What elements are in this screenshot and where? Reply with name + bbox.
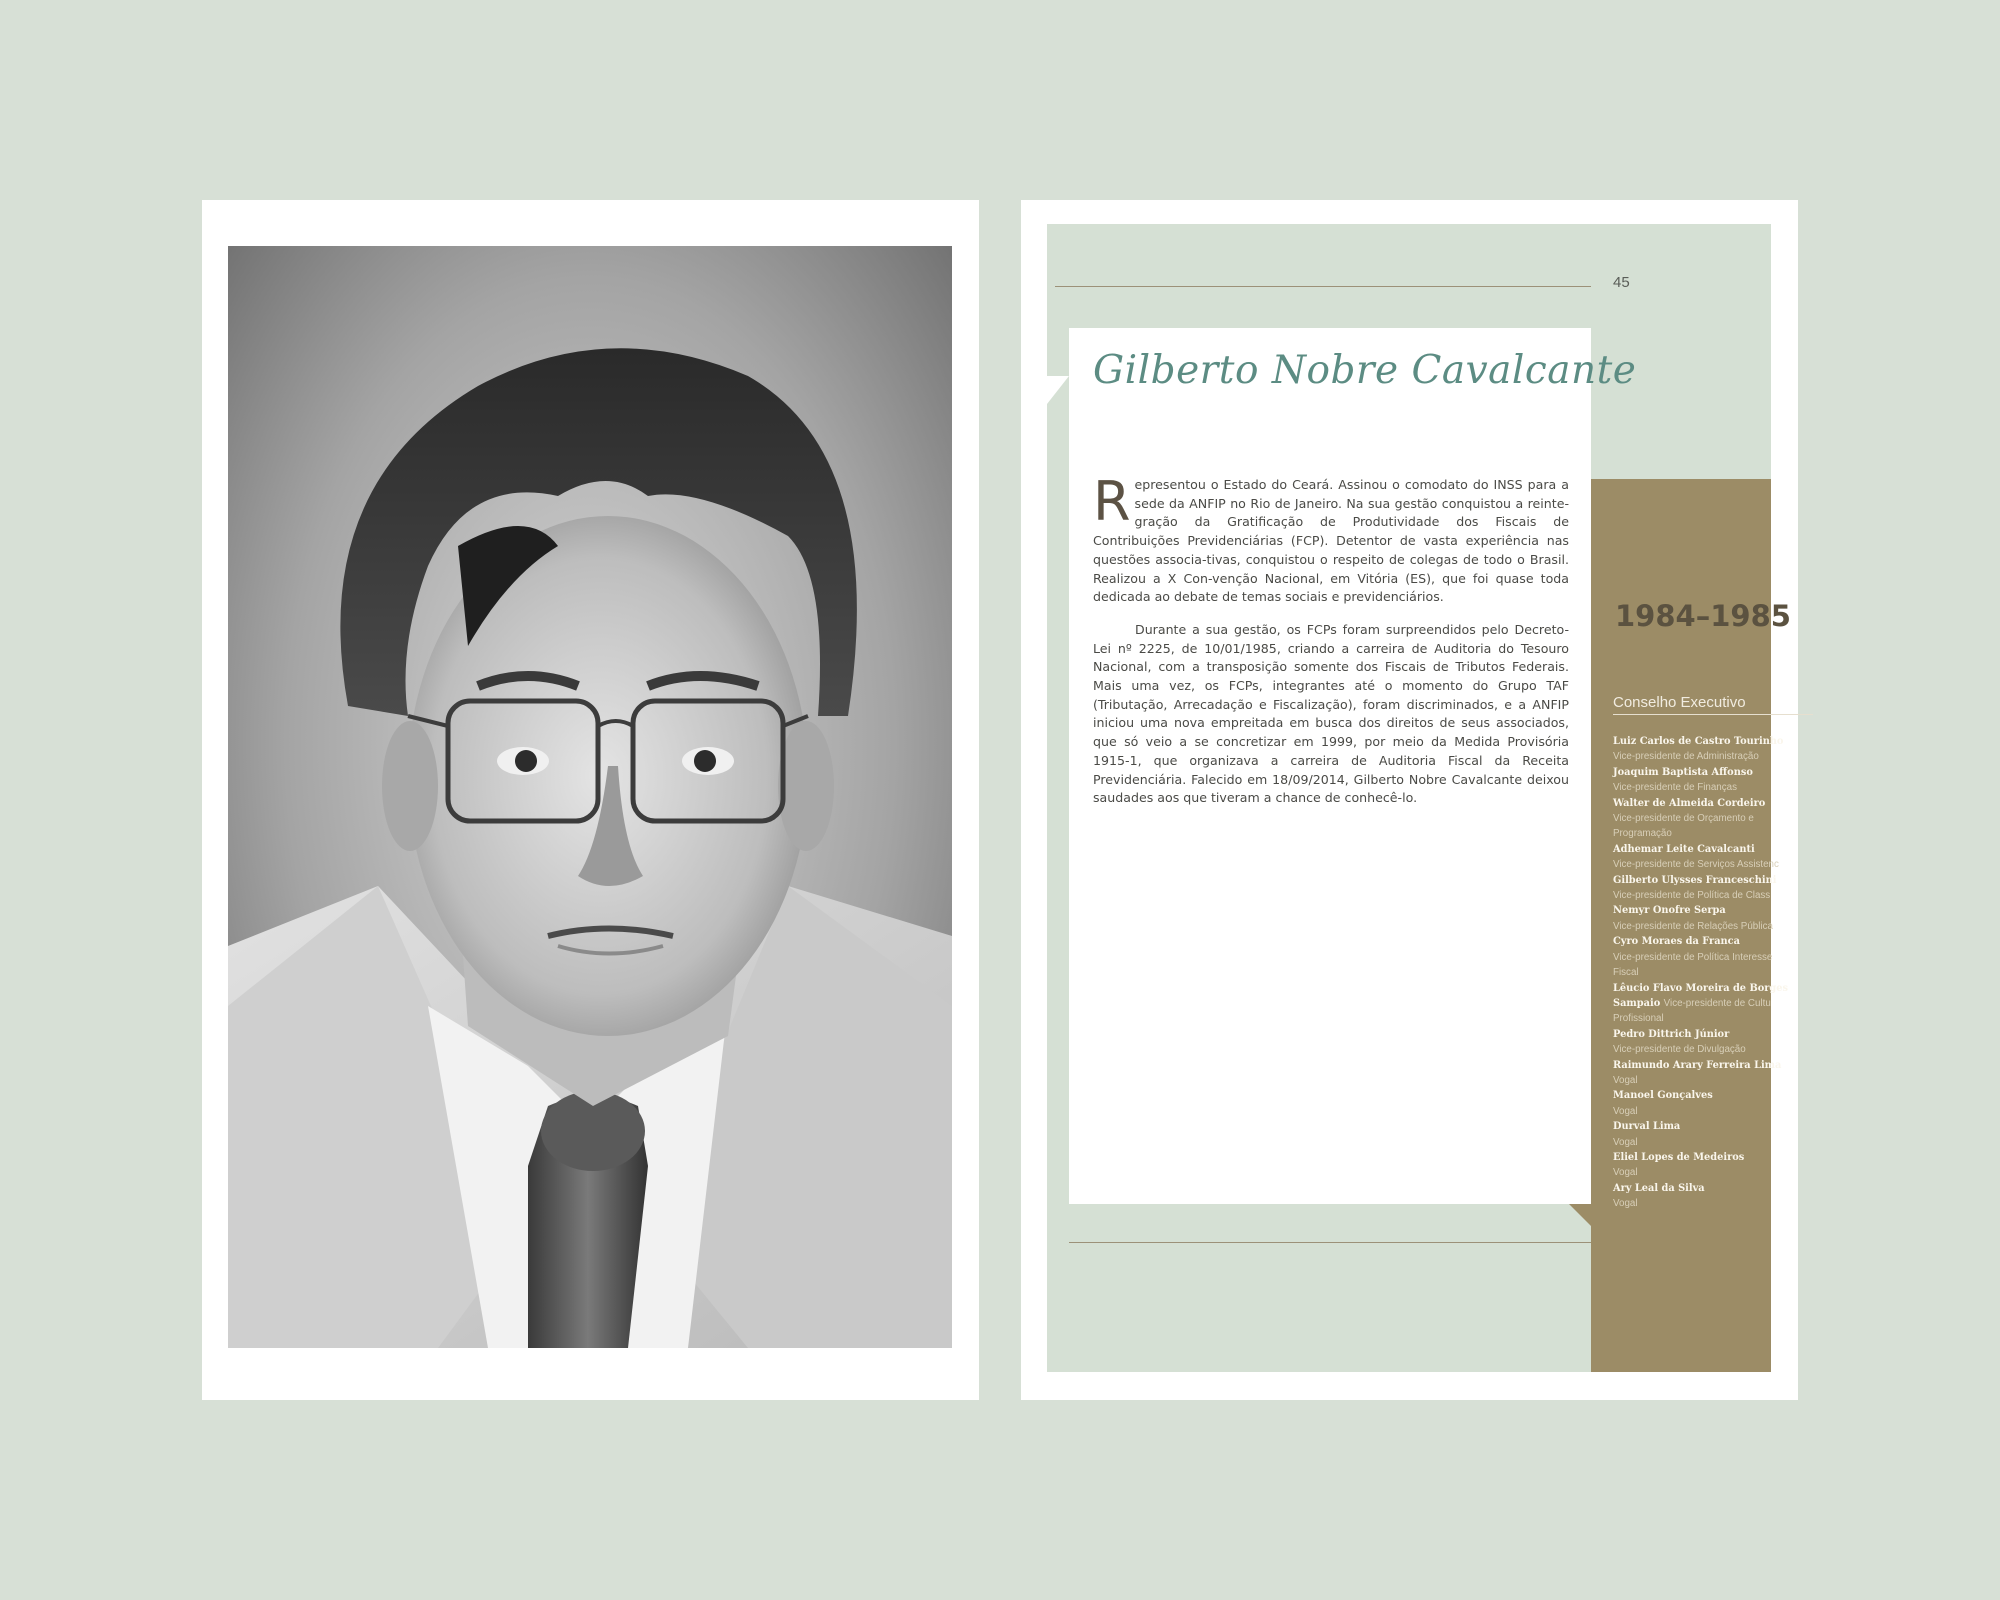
- member-role: Vice-presidente de Divulgação: [1613, 1044, 1746, 1056]
- member-name: Cyro Moraes da Franca: [1613, 936, 1740, 948]
- member-item: [1613, 734, 1813, 765]
- member-item: [1613, 903, 1813, 934]
- header-rule: [1055, 286, 1591, 287]
- council-title: Conselho Executivo: [1613, 694, 1813, 715]
- member-name: Joaquim Baptista Affonso: [1613, 766, 1753, 778]
- member-role: Vogal: [1613, 1105, 1638, 1117]
- member-name: Raimundo Arary Ferreira Lima: [1613, 1059, 1782, 1071]
- footer-rule: [1069, 1242, 1591, 1243]
- member-name: Manoel Gonçalves: [1613, 1090, 1713, 1102]
- left-page: [202, 200, 979, 1400]
- bio-paragraph-2: Durante a sua gestão, os FCPs foram surpreendidos pelo Decreto-Lei nº 2225, de 10/01/1985, criando a carreira de Auditoria do Tesouro Nacional, com a transposição somente dos Fiscais de Tributos Federais. Mais uma vez, os FCPs, integrantes até o momento do Grupo TAF (Tributação, Arrecadação e Fiscalização), foram discriminados, e a ANFIP iniciou uma nova empreitada em busca dos direitos de seus associados, que só veio a se concretizar em 1999, por meio da Medida Provisória 1915-1, que organizava a carreira de Auditoria Fiscal da Receita Previdenciária. Falecido em 18/09/2014, Gilberto Nobre Cavalcante deixou saudades aos que tiveram a chance de conhecê-lo.: [1093, 621, 1569, 806]
- member-role: Vice-presidente de Finanças: [1613, 782, 1737, 794]
- biography-text: [1093, 470, 1569, 822]
- sidebar-notch: [1569, 1204, 1591, 1226]
- member-name: Luiz Carlos de Castro Tourinho: [1613, 736, 1784, 747]
- member-role: Vice-presidente de Administração: [1613, 751, 1759, 763]
- member-role: Vice-presidente de Orçamento e: [1613, 813, 1754, 825]
- panel-corner: [1047, 376, 1069, 404]
- member-name: Durval Lima: [1613, 1121, 1681, 1133]
- page-title: Gilberto Nobre Cavalcante: [1093, 348, 1637, 393]
- member-role: Vogal: [1613, 1167, 1638, 1179]
- portrait-illustration: [228, 246, 952, 1348]
- portrait-drawing: [228, 246, 952, 1348]
- member-item: [1613, 765, 1813, 796]
- member-name: Adhemar Leite Cavalcanti: [1613, 843, 1755, 855]
- member-item: [1613, 796, 1813, 842]
- member-item: [1613, 1150, 1813, 1181]
- right-page: [1021, 200, 1798, 1400]
- member-item: [1613, 1027, 1813, 1058]
- member-role-cont: Fiscal: [1613, 967, 1639, 979]
- member-role-cont: Profissional: [1613, 1013, 1664, 1025]
- member-item: [1613, 1058, 1813, 1089]
- member-role: Vice-presidente de Serviços Assistenc: [1613, 859, 1779, 871]
- member-role: Vice-presidente de Política de Class: [1613, 890, 1771, 902]
- member-role-cont: Programação: [1613, 828, 1672, 840]
- member-name: Gilberto Ulysses Franceschini: [1613, 874, 1777, 886]
- drop-cap: R: [1093, 470, 1131, 533]
- member-role: Vogal: [1613, 1074, 1638, 1086]
- member-role: Vice-presidente de Relações Pública: [1613, 920, 1773, 932]
- member-name: Nemyr Onofre Serpa: [1613, 905, 1726, 917]
- member-name: Pedro Dittrich Júnior: [1613, 1028, 1730, 1040]
- bio-paragraph-1: [1093, 470, 1569, 607]
- bio-paragraph-1-text: epresentou o Estado do Ceará. Assinou o comodato do INSS para a sede da ANFIP no Rio de Janeiro. Na sua gestão conquistou a reinte-gração da Gratificação de Produtividade dos Fiscais de Contribuições Previdenciárias (FCP). Detentor de vasta experiência nas questões associa-tivas, conquistou o respeito de colegas de todo o Brasil. Realizou a X Con-venção Nacional, em Vitória (ES), que foi quase toda dedicada ao debate de temas sociais e previdenciários.: [1093, 477, 1569, 605]
- member-name-cont: Sampaio Vice-presidente de Cultu: [1613, 997, 1771, 1009]
- member-name: Eliel Lopes de Medeiros: [1613, 1151, 1745, 1163]
- member-role: Vice-presidente de Política Interesse: [1613, 951, 1773, 963]
- term-years: 1984–1985: [1615, 599, 1791, 633]
- member-name: Lêucio Flavo Moreira de Borges: [1613, 982, 1789, 994]
- member-item: [1613, 1088, 1813, 1119]
- page-number: 45: [1613, 274, 1630, 291]
- member-item: [1613, 934, 1813, 980]
- member-item: [1613, 981, 1813, 1027]
- member-item: [1613, 873, 1813, 904]
- member-item: [1613, 1181, 1813, 1212]
- member-name: Ary Leal da Silva: [1613, 1182, 1705, 1194]
- member-name: Walter de Almeida Cordeiro: [1613, 797, 1766, 809]
- member-role: Vogal: [1613, 1136, 1638, 1148]
- member-item: [1613, 1119, 1813, 1150]
- sidebar-board: [1591, 479, 1791, 1372]
- member-item: [1613, 842, 1813, 873]
- members-list: [1613, 734, 1813, 1212]
- member-role: Vogal: [1613, 1198, 1638, 1210]
